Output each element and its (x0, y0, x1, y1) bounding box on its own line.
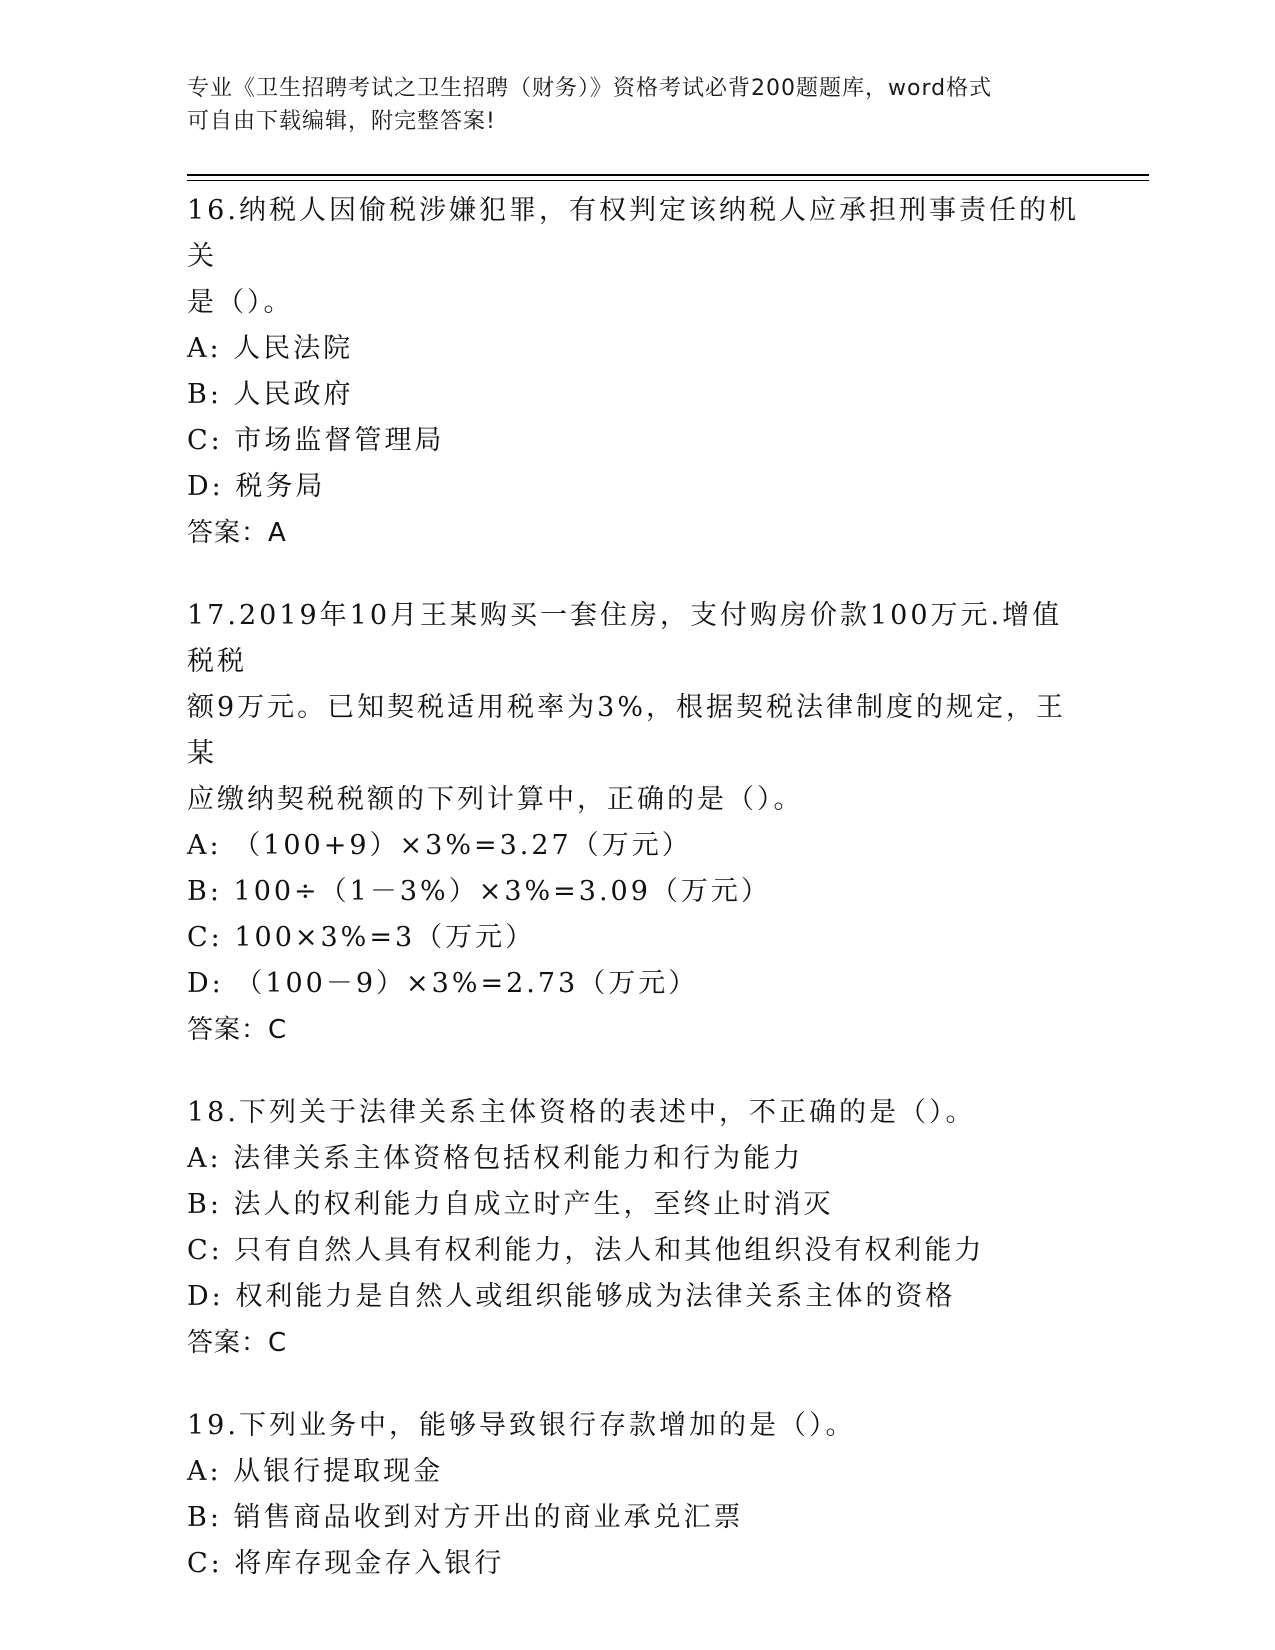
option-b: B: 100÷（1－3%）×3%=3.09（万元） (187, 876, 771, 907)
option-c: C: 只有自然人具有权利能力，法人和其他组织没有权利能力 (187, 1235, 985, 1266)
option-b: B: 销售商品收到对方开出的商业承兑汇票 (187, 1502, 744, 1533)
header-rule-thin (187, 180, 1149, 181)
option-a: A: （100+9）×3%=3.27（万元） (187, 830, 692, 861)
option-b: B: 人民政府 (187, 379, 354, 410)
option-a: A: 从银行提取现金 (187, 1456, 444, 1487)
option-d: D: 权利能力是自然人或组织能够成为法律关系主体的资格 (187, 1281, 956, 1312)
question-stem-line: 19.下列业务中，能够导致银行存款增加的是（）。 (187, 1410, 856, 1441)
option-c: C: 100×3%=3（万元） (187, 922, 536, 953)
document-header (187, 72, 1087, 138)
header-rule-thick (187, 174, 1149, 176)
answer-label: 答案：C (187, 1015, 288, 1045)
option-d: D: 税务局 (187, 471, 326, 502)
option-c: C: 将库存现金存入银行 (187, 1548, 505, 1579)
question-17 (187, 593, 1087, 1053)
question-stem-line: 17.2019年10月王某购买一套住房，支付购房价款100万元.增值税税 (187, 600, 1063, 677)
question-stem-line: 额9万元。已知契税适用税率为3%，根据契税法律制度的规定，王某 (187, 692, 1067, 769)
answer-label: 答案：C (187, 1328, 288, 1358)
question-16 (187, 188, 1087, 556)
question-stem-line: 16.纳税人因偷税涉嫌犯罪，有权判定该纳税人应承担刑事责任的机关 (187, 195, 1079, 272)
header-line-2: 可自由下载编辑，附完整答案! (187, 109, 496, 134)
option-d: D: （100－9）×3%=2.73（万元） (187, 968, 699, 999)
question-stem-line: 应缴纳契税税额的下列计算中，正确的是（）。 (187, 784, 804, 815)
option-b: B: 法人的权利能力自成立时产生，至终止时消灭 (187, 1189, 834, 1220)
option-c: C: 市场监督管理局 (187, 425, 445, 456)
question-list (187, 188, 1087, 1624)
option-a: A: 法律关系主体资格包括权利能力和行为能力 (187, 1143, 804, 1174)
question-19 (187, 1403, 1087, 1587)
question-stem-line: 是（）。 (187, 287, 294, 318)
option-a: A: 人民法院 (187, 333, 354, 364)
question-stem-line: 18.下列关于法律关系主体资格的表述中，不正确的是（）。 (187, 1097, 976, 1128)
answer-label: 答案：A (187, 518, 287, 548)
question-18 (187, 1090, 1087, 1366)
header-line-1: 专业《卫生招聘考试之卫生招聘（财务）》资格考试必背200题题库，word格式 (187, 76, 993, 101)
